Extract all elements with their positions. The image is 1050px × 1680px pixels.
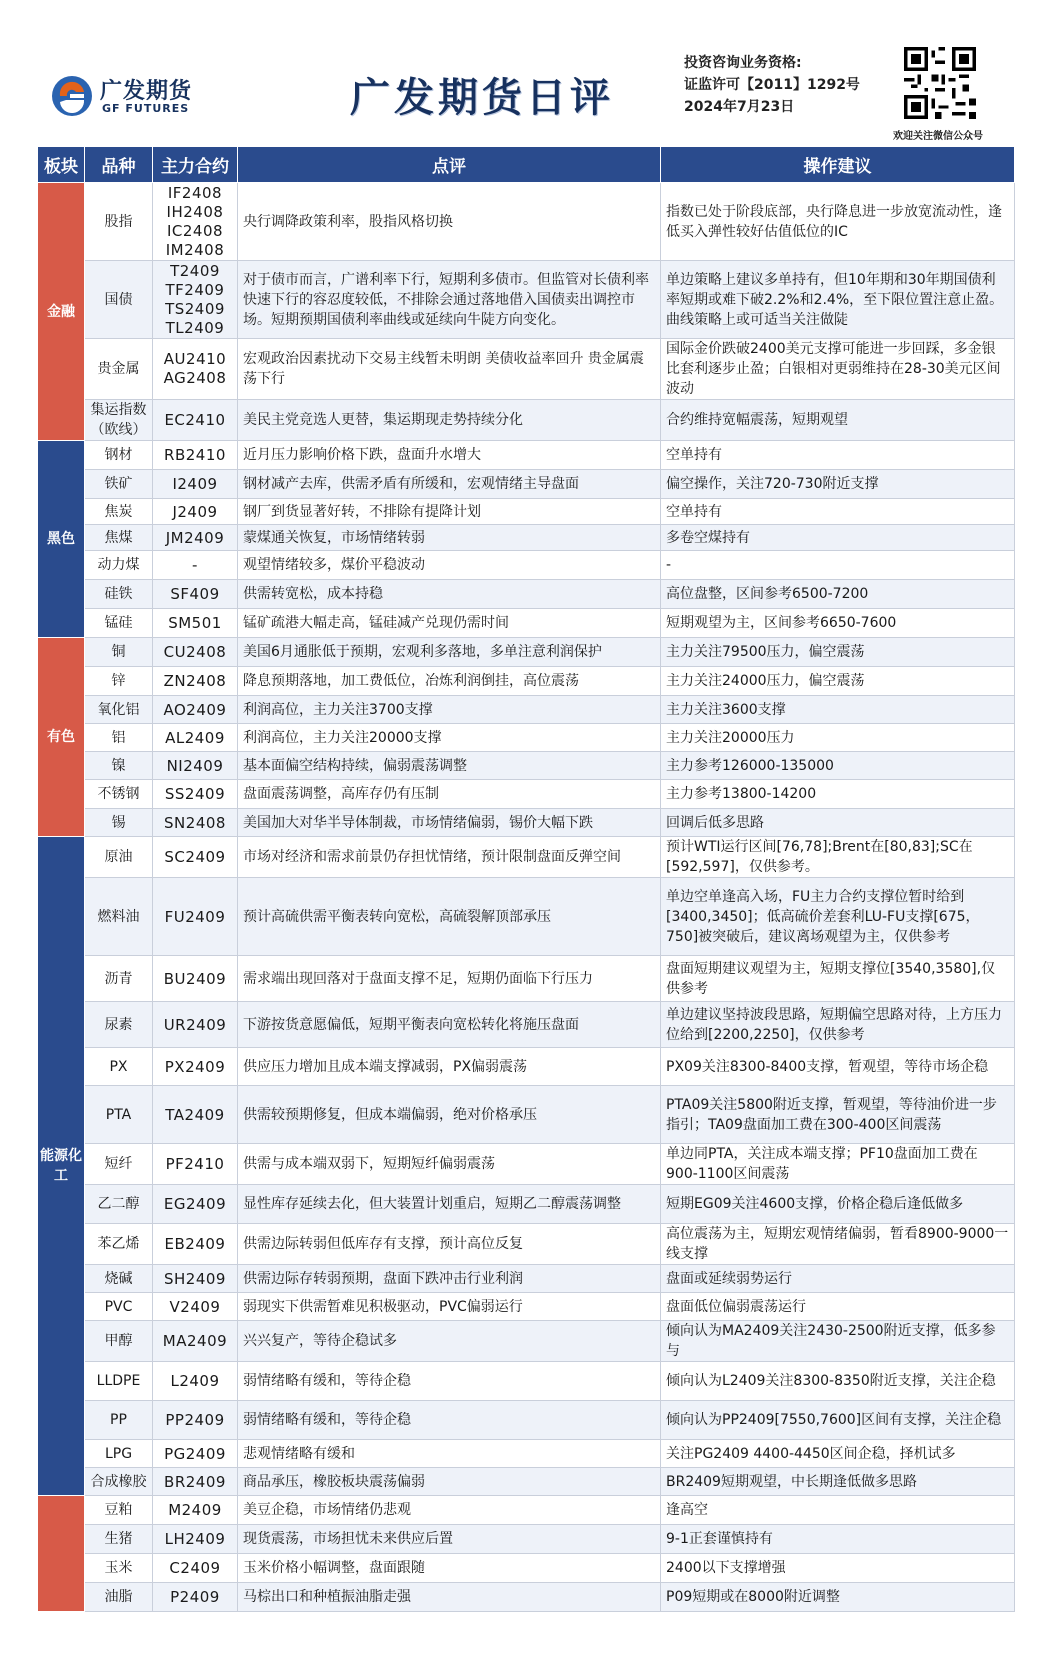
variety-cell: 氧化铝 — [85, 696, 153, 724]
comment-cell: 盘面震荡调整，高库存仍有压制 — [238, 780, 661, 809]
table-row — [38, 470, 1015, 499]
variety-cell: 贵金属 — [85, 339, 153, 400]
contract-cell: I2409 — [153, 470, 238, 499]
contract-cell: FU2409 — [153, 878, 238, 956]
variety-cell: 尿素 — [85, 1002, 153, 1048]
advice-cell: 2400以下支撑增强 — [661, 1554, 1015, 1583]
table-row — [38, 1224, 1015, 1265]
comment-cell: 对于债市而言，广谱利率下行，短期利多债市。但监管对长债利率快速下行的容忍度较低，不排除会通过落地借入国债卖出调控市场。短期预期国债利率曲线或延续向牛陡方向变化。 — [238, 261, 661, 339]
table-row — [38, 638, 1015, 667]
advice-cell: 短期观望为主，区间参考6650-7600 — [661, 609, 1015, 638]
comment-cell: 供需边际转弱但低库存有支撑，预计高位反复 — [238, 1224, 661, 1265]
advice-cell: 逢高空 — [661, 1496, 1015, 1525]
variety-cell: 沥青 — [85, 956, 153, 1002]
advice-cell: 倾向认为L2409关注8300-8350附近支撑，关注企稳 — [661, 1362, 1015, 1401]
contract-cell: RB2410 — [153, 441, 238, 470]
variety-cell: 锡 — [85, 809, 153, 837]
contract-cell: SN2408 — [153, 809, 238, 837]
contract-cell: EC2410 — [153, 400, 238, 441]
table-body — [38, 183, 1015, 1612]
comment-cell: 需求端出现回落对于盘面支撑不足，短期仍面临下行压力 — [238, 956, 661, 1002]
table-row — [38, 1401, 1015, 1440]
comment-cell: 钢厂到货显著好转，不排除有提降计划 — [238, 499, 661, 525]
variety-cell: LPG — [85, 1440, 153, 1468]
comment-cell: 央行调降政策利率，股指风格切换 — [238, 183, 661, 261]
table-row — [38, 499, 1015, 525]
contract-cell: SS2409 — [153, 780, 238, 809]
comment-cell: 玉米价格小幅调整，盘面跟随 — [238, 1554, 661, 1583]
comment-cell: 下游按货意愿偏低，短期平衡表向宽松转化将施压盘面 — [238, 1002, 661, 1048]
sector-cell: 金融 — [38, 183, 85, 441]
comment-cell: 供需与成本端双弱下，短期短纤偏弱震荡 — [238, 1144, 661, 1185]
table-row — [38, 1468, 1015, 1496]
advice-cell: - — [661, 551, 1015, 580]
advice-cell: 短期EG09关注4600支撑，价格企稳后逢低做多 — [661, 1185, 1015, 1224]
contract-cell: - — [153, 551, 238, 580]
advice-cell: 指数已处于阶段底部，央行降息进一步放宽流动性，逢低买入弹性较好估值低位的IC — [661, 183, 1015, 261]
logo-english-name: GF FUTURES — [102, 102, 190, 115]
advice-cell: 倾向认为PP2409[7550,7600]区间有支撑，关注企稳 — [661, 1401, 1015, 1440]
comment-cell: 兴兴复产，等待企稳试多 — [238, 1321, 661, 1362]
variety-cell: 烧碱 — [85, 1265, 153, 1293]
table-row — [38, 956, 1015, 1002]
advice-cell: P09短期或在8000附近调整 — [661, 1583, 1015, 1612]
contract-cell: PF2410 — [153, 1144, 238, 1185]
variety-cell: 硅铁 — [85, 580, 153, 609]
contract-cell: JM2409 — [153, 525, 238, 551]
comment-cell: 美国加大对华半导体制裁，市场情绪偏弱，锡价大幅下跌 — [238, 809, 661, 837]
advice-cell: 高位盘整，区间参考6500-7200 — [661, 580, 1015, 609]
advice-cell: 多卷空煤持有 — [661, 525, 1015, 551]
advice-cell: 主力关注20000压力 — [661, 724, 1015, 752]
sector-cell: 能源化工 — [38, 837, 85, 1496]
comment-cell: 弱情绪略有缓和，等待企稳 — [238, 1401, 661, 1440]
variety-cell: 苯乙烯 — [85, 1224, 153, 1265]
variety-cell: 燃料油 — [85, 878, 153, 956]
comment-cell: 供应压力增加且成本端支撑减弱，PX偏弱震荡 — [238, 1048, 661, 1086]
contract-cell: NI2409 — [153, 752, 238, 780]
variety-cell: 铁矿 — [85, 470, 153, 499]
advice-cell: 主力参考126000-135000 — [661, 752, 1015, 780]
contract-cell: SM501 — [153, 609, 238, 638]
comment-cell: 供需转宽松，成本持稳 — [238, 580, 661, 609]
variety-cell: 短纤 — [85, 1144, 153, 1185]
comment-cell: 美豆企稳，市场情绪仍悲观 — [238, 1496, 661, 1525]
comment-cell: 基本面偏空结构持续，偏弱震荡调整 — [238, 752, 661, 780]
variety-cell: PTA — [85, 1086, 153, 1144]
comment-cell: 马棕出口和种植振油脂走强 — [238, 1583, 661, 1612]
contract-cell: C2409 — [153, 1554, 238, 1583]
comment-cell: 现货震荡，市场担忧未来供应后置 — [238, 1525, 661, 1554]
table-row — [38, 1086, 1015, 1144]
variety-cell: 乙二醇 — [85, 1185, 153, 1224]
variety-cell: 股指 — [85, 183, 153, 261]
variety-cell: 豆粕 — [85, 1496, 153, 1525]
advice-cell: 偏空操作，关注720-730附近支撑 — [661, 470, 1015, 499]
table-row — [38, 1440, 1015, 1468]
table-row — [38, 837, 1015, 878]
variety-cell: LLDPE — [85, 1362, 153, 1401]
contract-cell: PP2409 — [153, 1401, 238, 1440]
table-row — [38, 580, 1015, 609]
variety-cell: 生猪 — [85, 1525, 153, 1554]
contract-cell: ZN2408 — [153, 667, 238, 696]
contract-cell: AO2409 — [153, 696, 238, 724]
comment-cell: 悲观情绪略有缓和 — [238, 1440, 661, 1468]
contract-cell: IF2408 IH2408 IC2408 IM2408 — [153, 183, 238, 261]
variety-cell: 动力煤 — [85, 551, 153, 580]
commentary-table-container — [37, 146, 1014, 1612]
table-row — [38, 1265, 1015, 1293]
comment-cell: 蒙煤通关恢复，市场情绪转弱 — [238, 525, 661, 551]
advice-cell: PTA09关注5800附近支撑，暂观望，等待油价进一步指引；TA09盘面加工费在300-400区间震荡 — [661, 1086, 1015, 1144]
variety-cell: 玉米 — [85, 1554, 153, 1583]
contract-cell: UR2409 — [153, 1002, 238, 1048]
contract-cell: PG2409 — [153, 1440, 238, 1468]
comment-cell: 锰矿疏港大幅走高，锰硅减产兑现仍需时间 — [238, 609, 661, 638]
variety-cell: 焦炭 — [85, 499, 153, 525]
table-row — [38, 1144, 1015, 1185]
comment-cell: 预计高硫供需平衡表转向宽松，高硫裂解顶部承压 — [238, 878, 661, 956]
comment-cell: 美国6月通胀低于预期，宏观利多落地，多单注意利润保护 — [238, 638, 661, 667]
comment-cell: 弱现实下供需暂难见积极驱动，PVC偏弱运行 — [238, 1293, 661, 1321]
column-header-variety: 品种 — [85, 147, 153, 183]
advice-cell: 空单持有 — [661, 499, 1015, 525]
gf-logo-icon — [50, 74, 94, 118]
advice-cell: 主力关注79500压力，偏空震荡 — [661, 638, 1015, 667]
contract-cell: CU2408 — [153, 638, 238, 667]
sector-cell: 有色 — [38, 638, 85, 837]
comment-cell: 利润高位，主力关注3700支撑 — [238, 696, 661, 724]
variety-cell: PX — [85, 1048, 153, 1086]
advice-cell: 单边同PTA，关注成本端支撑；PF10盘面加工费在900-1100区间震荡 — [661, 1144, 1015, 1185]
table-row — [38, 1525, 1015, 1554]
comment-cell: 美民主党竞选人更替，集运期现走势持续分化 — [238, 400, 661, 441]
advice-cell: 国际金价跌破2400美元支撑可能进一步回踩，多金银比套利逐步止盈；白银相对更弱维持在28-30美元区间波动 — [661, 339, 1015, 400]
contract-cell: J2409 — [153, 499, 238, 525]
comment-cell: 利润高位，主力关注20000支撑 — [238, 724, 661, 752]
commentary-table — [37, 146, 1015, 1612]
variety-cell: 原油 — [85, 837, 153, 878]
advice-cell: 盘面低位偏弱震荡运行 — [661, 1293, 1015, 1321]
contract-cell: BR2409 — [153, 1468, 238, 1496]
comment-cell: 供需边际存转弱预期，盘面下跌冲击行业利润 — [238, 1265, 661, 1293]
contract-cell: PX2409 — [153, 1048, 238, 1086]
table-row — [38, 1583, 1015, 1612]
advice-cell: 单边空单逢高入场，FU主力合约支撑位暂时给到[3400,3450]；低高硫价差套利LU-FU支撑[675，750]被突破后，建议离场观望为主，仅供参考 — [661, 878, 1015, 956]
contract-cell: M2409 — [153, 1496, 238, 1525]
column-header-contract: 主力合约 — [153, 147, 238, 183]
variety-cell: 钢材 — [85, 441, 153, 470]
table-row — [38, 609, 1015, 638]
comment-cell: 降息预期落地，加工费低位，冶炼利润倒挂，高位震荡 — [238, 667, 661, 696]
variety-cell: 不锈钢 — [85, 780, 153, 809]
qr-caption: 欢迎关注微信公众号 — [893, 131, 983, 142]
contract-cell: BU2409 — [153, 956, 238, 1002]
table-row — [38, 667, 1015, 696]
comment-cell: 显性库存延续去化，但大装置计划重启，短期乙二醇震荡调整 — [238, 1185, 661, 1224]
comment-cell: 观望情绪较多，煤价平稳波动 — [238, 551, 661, 580]
table-row — [38, 400, 1015, 441]
column-header-advice: 操作建议 — [661, 147, 1015, 183]
advice-cell: 空单持有 — [661, 441, 1015, 470]
variety-cell: PP — [85, 1401, 153, 1440]
contract-cell: AU2410 AG2408 — [153, 339, 238, 400]
contract-cell: SC2409 — [153, 837, 238, 878]
table-row — [38, 339, 1015, 400]
variety-cell: 合成橡胶 — [85, 1468, 153, 1496]
comment-cell: 弱情绪略有缓和，等待企稳 — [238, 1362, 661, 1401]
table-header-row — [38, 147, 1015, 183]
contract-cell: T2409 TF2409 TS2409 TL2409 — [153, 261, 238, 339]
table-row — [38, 809, 1015, 837]
advice-cell: 倾向认为MA2409关注2430-2500附近支撑，低多参与 — [661, 1321, 1015, 1362]
page-title: 广发期货日评 — [350, 75, 614, 121]
comment-cell: 宏观政治因素扰动下交易主线暂未明朗 美债收益率回升 贵金属震荡下行 — [238, 339, 661, 400]
table-row — [38, 1002, 1015, 1048]
advice-cell: PX09关注8300-8400支撑，暂观望，等待市场企稳 — [661, 1048, 1015, 1086]
advice-cell: 主力关注3600支撑 — [661, 696, 1015, 724]
table-row — [38, 752, 1015, 780]
contract-cell: L2409 — [153, 1362, 238, 1401]
advice-cell: 合约维持宽幅震荡，短期观望 — [661, 400, 1015, 441]
logo-chinese-name: 广发期货 — [100, 79, 193, 104]
variety-cell: PVC — [85, 1293, 153, 1321]
contract-cell: TA2409 — [153, 1086, 238, 1144]
table-row — [38, 1048, 1015, 1086]
table-row — [38, 525, 1015, 551]
wechat-qr-code-icon — [904, 47, 976, 119]
table-row — [38, 441, 1015, 470]
contract-cell: SF409 — [153, 580, 238, 609]
table-row — [38, 724, 1015, 752]
table-row — [38, 696, 1015, 724]
sector-cell — [38, 1496, 85, 1612]
variety-cell: 焦煤 — [85, 525, 153, 551]
table-row — [38, 1362, 1015, 1401]
report-header — [0, 0, 1050, 148]
comment-cell: 近月压力影响价格下跌，盘面升水增大 — [238, 441, 661, 470]
variety-cell: 国债 — [85, 261, 153, 339]
contract-cell: V2409 — [153, 1293, 238, 1321]
advice-cell: 主力关注24000压力，偏空震荡 — [661, 667, 1015, 696]
contract-cell: AL2409 — [153, 724, 238, 752]
comment-cell: 市场对经济和需求前景仍存担忧情绪，预计限制盘面反弹空间 — [238, 837, 661, 878]
qualification-line2: 证监许可【2011】1292号 — [684, 77, 860, 93]
advice-cell: 盘面或延续弱势运行 — [661, 1265, 1015, 1293]
table-row — [38, 1554, 1015, 1583]
advice-cell: 关注PG2409 4400-4450区间企稳，择机试多 — [661, 1440, 1015, 1468]
variety-cell: 锰硅 — [85, 609, 153, 638]
advice-cell: BR2409短期观望，中长期逢低做多思路 — [661, 1468, 1015, 1496]
variety-cell: 铝 — [85, 724, 153, 752]
table-row — [38, 183, 1015, 261]
advice-cell: 单边建议坚持波段思路，短期偏空思路对待，上方压力位给到[2200,2250]，仅供参考 — [661, 1002, 1015, 1048]
advice-cell: 预计WTI运行区间[76,78];Brent在[80,83];SC在[592,597]，仅供参考。 — [661, 837, 1015, 878]
contract-cell: LH2409 — [153, 1525, 238, 1554]
table-row — [38, 780, 1015, 809]
advice-cell: 高位震荡为主，短期宏观情绪偏弱，暂看8900-9000一线支撑 — [661, 1224, 1015, 1265]
variety-cell: 甲醇 — [85, 1321, 153, 1362]
table-row — [38, 261, 1015, 339]
comment-cell: 商品承压，橡胶板块震荡偏弱 — [238, 1468, 661, 1496]
advice-cell: 9-1正套谨慎持有 — [661, 1525, 1015, 1554]
advice-cell: 主力参考13800-14200 — [661, 780, 1015, 809]
contract-cell: EB2409 — [153, 1224, 238, 1265]
report-date: 2024年7月23日 — [684, 99, 795, 115]
contract-cell: MA2409 — [153, 1321, 238, 1362]
company-logo — [50, 72, 210, 122]
contract-cell: EG2409 — [153, 1185, 238, 1224]
column-header-comment: 点评 — [238, 147, 661, 183]
table-row — [38, 551, 1015, 580]
sector-cell: 黑色 — [38, 441, 85, 638]
variety-cell: 锌 — [85, 667, 153, 696]
contract-cell: SH2409 — [153, 1265, 238, 1293]
contract-cell: P2409 — [153, 1583, 238, 1612]
table-row — [38, 1321, 1015, 1362]
variety-cell: 集运指数 （欧线） — [85, 400, 153, 441]
comment-cell: 供需较预期修复，但成本端偏弱，绝对价格承压 — [238, 1086, 661, 1144]
advice-cell: 回调后低多思路 — [661, 809, 1015, 837]
table-row — [38, 1185, 1015, 1224]
qualification-line1: 投资咨询业务资格: — [684, 55, 802, 71]
advice-cell: 盘面短期建议观望为主，短期支撑位[3540,3580],仅供参考 — [661, 956, 1015, 1002]
variety-cell: 铜 — [85, 638, 153, 667]
table-row — [38, 1293, 1015, 1321]
qualification-info — [684, 52, 860, 118]
table-row — [38, 878, 1015, 956]
table-row — [38, 1496, 1015, 1525]
variety-cell: 油脂 — [85, 1583, 153, 1612]
comment-cell: 钢材减产去库，供需矛盾有所缓和，宏观情绪主导盘面 — [238, 470, 661, 499]
variety-cell: 镍 — [85, 752, 153, 780]
column-header-sector: 板块 — [38, 147, 85, 183]
advice-cell: 单边策略上建议多单持有，但10年期和30年期国债利率短期或难下破2.2%和2.4%，至下限位置注意止盈。曲线策略上或可适当关注做陡 — [661, 261, 1015, 339]
